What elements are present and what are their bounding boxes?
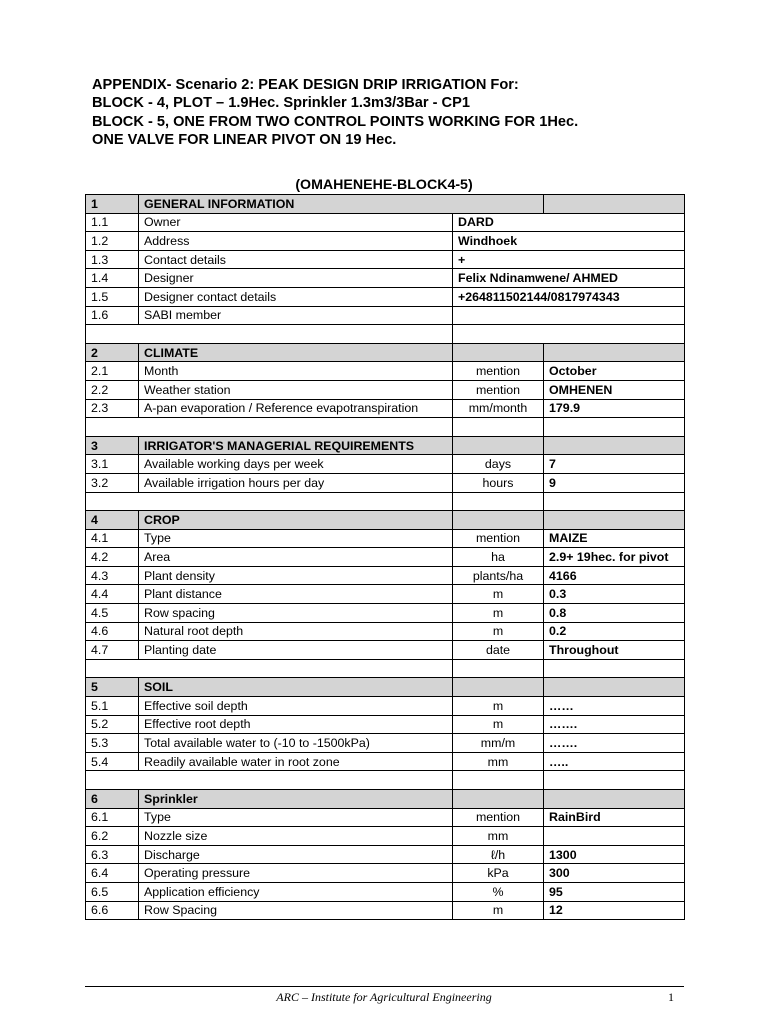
row-number: 4.4: [86, 585, 139, 604]
section-header-crop: [86, 511, 685, 530]
row-label: Weather station: [139, 380, 453, 399]
table-row: [86, 306, 685, 325]
section-value-cell: [544, 790, 685, 809]
spacer-value: [544, 659, 685, 678]
section-value-cell: [544, 195, 685, 214]
section-unit-cell: [453, 343, 544, 362]
row-label: A-pan evaporation / Reference evapotranspiration: [139, 399, 453, 418]
row-value: 4166: [544, 566, 685, 585]
row-value: Windhoek: [453, 232, 685, 251]
row-number: 6.2: [86, 827, 139, 846]
section-number: 6: [86, 790, 139, 809]
table-row: [86, 269, 685, 288]
section-number: 2: [86, 343, 139, 362]
row-unit: mention: [453, 380, 544, 399]
row-number: 1.5: [86, 287, 139, 306]
spacer-value: [453, 325, 685, 344]
row-number: 5.3: [86, 734, 139, 753]
spacer-label: [86, 418, 453, 437]
row-number: 4.2: [86, 548, 139, 567]
row-label: Plant distance: [139, 585, 453, 604]
table-row: [86, 362, 685, 381]
section-unit-cell: [453, 436, 544, 455]
row-value: [544, 827, 685, 846]
row-unit: kPa: [453, 864, 544, 883]
table-row: [86, 250, 685, 269]
row-unit: hours: [453, 473, 544, 492]
row-number: 2.1: [86, 362, 139, 381]
row-value: October: [544, 362, 685, 381]
row-unit: date: [453, 641, 544, 660]
row-unit: mm: [453, 827, 544, 846]
table-row: [86, 715, 685, 734]
row-number: 6.3: [86, 845, 139, 864]
row-label: Type: [139, 529, 453, 548]
section-title: SOIL: [139, 678, 453, 697]
row-label: Application efficiency: [139, 882, 453, 901]
section-title: CROP: [139, 511, 453, 530]
heading-line-4: ONE VALVE FOR LINEAR PIVOT ON 19 Hec.: [92, 132, 397, 149]
row-label: Effective root depth: [139, 715, 453, 734]
row-number: 2.2: [86, 380, 139, 399]
table-row: [86, 734, 685, 753]
row-label: Operating pressure: [139, 864, 453, 883]
section-title: CLIMATE: [139, 343, 453, 362]
section-value-cell: [544, 511, 685, 530]
row-value: 0.3: [544, 585, 685, 604]
row-label: Available working days per week: [139, 455, 453, 474]
row-unit: mention: [453, 529, 544, 548]
row-value: MAIZE: [544, 529, 685, 548]
page-number: 1: [668, 990, 674, 1004]
row-number: 3.2: [86, 473, 139, 492]
section-unit-cell: [453, 790, 544, 809]
row-label: SABI member: [139, 306, 453, 325]
row-value: …….: [544, 734, 685, 753]
spacer-row: [86, 325, 685, 344]
row-value: …….: [544, 715, 685, 734]
table-row: [86, 455, 685, 474]
row-value: Felix Ndinamwene/ AHMED: [453, 269, 685, 288]
table-row: [86, 529, 685, 548]
row-value: 12: [544, 901, 685, 920]
row-value: OMHENEN: [544, 380, 685, 399]
table-row: [86, 399, 685, 418]
row-unit: m: [453, 622, 544, 641]
heading-line-2: BLOCK - 4, PLOT – 1.9Hec. Sprinkler 1.3m3/3Bar - CP1: [92, 95, 470, 112]
row-unit: m: [453, 697, 544, 716]
row-label: Month: [139, 362, 453, 381]
row-label: Planting date: [139, 641, 453, 660]
row-unit: m: [453, 604, 544, 623]
row-number: 1.2: [86, 232, 139, 251]
row-label: Effective soil depth: [139, 697, 453, 716]
row-label: Designer contact details: [139, 287, 453, 306]
table-subtitle: (OMAHENEHE-BLOCK4-5): [295, 177, 473, 193]
section-value-cell: [544, 343, 685, 362]
spacer-unit: [453, 418, 544, 437]
row-value: +264811502144/0817974343: [453, 287, 685, 306]
spacer-label: [86, 771, 453, 790]
table-row: [86, 473, 685, 492]
row-number: 5.2: [86, 715, 139, 734]
row-number: 6.6: [86, 901, 139, 920]
row-number: 6.5: [86, 882, 139, 901]
spacer-row: [86, 771, 685, 790]
row-unit: mention: [453, 362, 544, 381]
row-unit: plants/ha: [453, 566, 544, 585]
row-value: 7: [544, 455, 685, 474]
section-number: 5: [86, 678, 139, 697]
row-label: Available irrigation hours per day: [139, 473, 453, 492]
heading-line-1: APPENDIX- Scenario 2: PEAK DESIGN DRIP IRRIGATION For:: [92, 77, 519, 93]
table-row: [86, 566, 685, 585]
row-unit: mm/month: [453, 399, 544, 418]
row-unit: %: [453, 882, 544, 901]
spacer-value: [544, 771, 685, 790]
row-value: 2.9+ 19hec. for pivot: [544, 548, 685, 567]
table-row: [86, 845, 685, 864]
row-value: Throughout: [544, 641, 685, 660]
section-value-cell: [544, 436, 685, 455]
table-row: [86, 585, 685, 604]
row-unit: m: [453, 901, 544, 920]
heading-line-3: BLOCK - 5, ONE FROM TWO CONTROL POINTS WORKING FOR 1Hec.: [92, 113, 579, 130]
row-value: DARD: [453, 213, 685, 232]
table-row: [86, 641, 685, 660]
row-label: Natural root depth: [139, 622, 453, 641]
row-number: 4.1: [86, 529, 139, 548]
row-number: 3.1: [86, 455, 139, 474]
row-value: 0.2: [544, 622, 685, 641]
footer-divider: [85, 986, 684, 987]
row-value: +: [453, 250, 685, 269]
spacer-unit: [453, 659, 544, 678]
spacer-label: [86, 659, 453, 678]
row-value: RainBird: [544, 808, 685, 827]
table-row: [86, 287, 685, 306]
row-number: 4.5: [86, 604, 139, 623]
row-unit: mm: [453, 752, 544, 771]
table-row: [86, 752, 685, 771]
row-label: Designer: [139, 269, 453, 288]
design-data-table: [85, 194, 685, 920]
row-value: [453, 306, 685, 325]
section-header-climate: [86, 343, 685, 362]
spacer-unit: [453, 492, 544, 511]
row-label: Address: [139, 232, 453, 251]
row-unit: mention: [453, 808, 544, 827]
section-number: 4: [86, 511, 139, 530]
row-number: 2.3: [86, 399, 139, 418]
table-row: [86, 213, 685, 232]
row-number: 6.1: [86, 808, 139, 827]
row-number: 6.4: [86, 864, 139, 883]
section-number: 1: [86, 195, 139, 214]
row-unit: days: [453, 455, 544, 474]
row-label: Discharge: [139, 845, 453, 864]
row-number: 5.4: [86, 752, 139, 771]
section-title: Sprinkler: [139, 790, 453, 809]
row-unit: m: [453, 585, 544, 604]
row-number: 1.4: [86, 269, 139, 288]
section-value-cell: [544, 678, 685, 697]
table-row: [86, 882, 685, 901]
row-label: Type: [139, 808, 453, 827]
section-title: GENERAL INFORMATION: [139, 195, 544, 214]
row-number: 4.6: [86, 622, 139, 641]
section-header-irrigator: [86, 436, 685, 455]
spacer-label: [86, 325, 453, 344]
row-number: 1.1: [86, 213, 139, 232]
section-header-general: [86, 195, 685, 214]
row-value: 9: [544, 473, 685, 492]
section-unit-cell: [453, 511, 544, 530]
spacer-row: [86, 492, 685, 511]
spacer-label: [86, 492, 453, 511]
document-heading: [92, 76, 578, 150]
row-label: Row Spacing: [139, 901, 453, 920]
table-row: [86, 380, 685, 399]
table-row: [86, 548, 685, 567]
table-row: [86, 901, 685, 920]
section-header-sprinkler: [86, 790, 685, 809]
row-unit: ℓ/h: [453, 845, 544, 864]
row-value: ……: [544, 697, 685, 716]
spacer-value: [544, 492, 685, 511]
table-row: [86, 808, 685, 827]
row-value: 300: [544, 864, 685, 883]
row-number: 4.7: [86, 641, 139, 660]
row-label: Row spacing: [139, 604, 453, 623]
table-body: [86, 195, 685, 920]
section-unit-cell: [453, 678, 544, 697]
spacer-row: [86, 659, 685, 678]
row-label: Owner: [139, 213, 453, 232]
table-row: [86, 232, 685, 251]
row-number: 4.3: [86, 566, 139, 585]
row-value: …..: [544, 752, 685, 771]
row-number: 1.3: [86, 250, 139, 269]
spacer-unit: [453, 771, 544, 790]
section-number: 3: [86, 436, 139, 455]
row-value: 0.8: [544, 604, 685, 623]
row-unit: mm/m: [453, 734, 544, 753]
spacer-value: [544, 418, 685, 437]
row-number: 5.1: [86, 697, 139, 716]
row-label: Plant density: [139, 566, 453, 585]
row-label: Contact details: [139, 250, 453, 269]
row-unit: ha: [453, 548, 544, 567]
row-unit: m: [453, 715, 544, 734]
row-label: Nozzle size: [139, 827, 453, 846]
row-value: 1300: [544, 845, 685, 864]
table-row: [86, 604, 685, 623]
row-label: Readily available water in root zone: [139, 752, 453, 771]
spacer-row: [86, 418, 685, 437]
row-label: Total available water to (-10 to -1500kPa): [139, 734, 453, 753]
section-title: IRRIGATOR'S MANAGERIAL REQUIREMENTS: [139, 436, 453, 455]
table-row: [86, 622, 685, 641]
table-row: [86, 697, 685, 716]
table-row: [86, 827, 685, 846]
row-value: 179.9: [544, 399, 685, 418]
row-label: Area: [139, 548, 453, 567]
footer-institute: ARC – Institute for Agricultural Engineering: [276, 990, 492, 1004]
section-header-soil: [86, 678, 685, 697]
table-row: [86, 864, 685, 883]
row-value: 95: [544, 882, 685, 901]
row-number: 1.6: [86, 306, 139, 325]
